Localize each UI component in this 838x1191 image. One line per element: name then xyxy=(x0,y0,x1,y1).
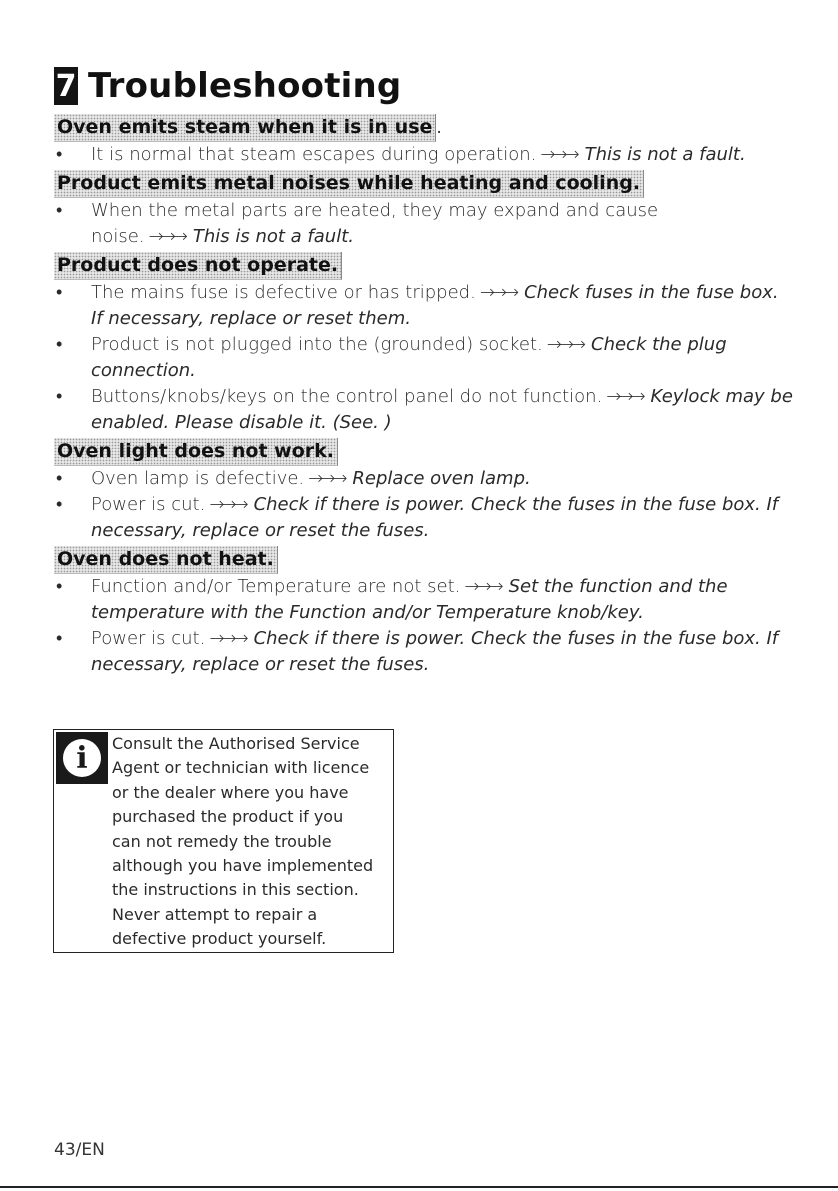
section-heading: Product emits metal noises while heating and cooling. xyxy=(54,170,644,198)
page-title-text: Troubleshooting xyxy=(88,66,402,106)
bullet-dot: • xyxy=(56,144,63,165)
info-icon xyxy=(56,732,108,784)
section-heading-row xyxy=(54,114,794,142)
arrow-icon: →→→ xyxy=(464,576,501,597)
remedy-text: Check fuses in the fuse box. If necessary, replace or reset them. xyxy=(91,282,779,329)
page-number: 43/EN xyxy=(54,1140,105,1160)
bullet-dot: • xyxy=(56,576,63,597)
arrow-icon: →→→ xyxy=(308,468,345,489)
problem-text: Buttons/knobs/keys on the control panel do not function. xyxy=(91,386,603,407)
chapter-number-badge: 7 xyxy=(55,68,77,104)
bullet-dot: • xyxy=(56,282,63,303)
troubleshooting-item xyxy=(54,198,794,250)
remedy-text: Replace oven lamp. xyxy=(352,468,531,489)
problem-text: The mains fuse is defective or has tripped. xyxy=(91,282,476,303)
page-title xyxy=(54,62,401,110)
section-heading: Oven does not heat. xyxy=(54,546,278,574)
remedy-text: Set the function and the temperature with the Function and/or Temperature knob/key. xyxy=(91,576,728,623)
troubleshooting-item xyxy=(54,492,794,544)
bullet-dot: • xyxy=(56,200,63,221)
troubleshooting-item xyxy=(54,332,794,384)
remedy-text: This is not a fault. xyxy=(584,144,746,165)
section-heading: Oven light does not work. xyxy=(54,438,338,466)
section-heading: Product does not operate. xyxy=(54,252,342,280)
problem-text: Product is not plugged into the (grounded) socket. xyxy=(91,334,543,355)
problem-text: Function and/or Temperature are not set. xyxy=(91,576,461,597)
problem-text: It is normal that steam escapes during operation. xyxy=(91,144,537,165)
troubleshooting-item xyxy=(54,626,794,678)
arrow-icon: →→→ xyxy=(148,226,185,247)
arrow-icon: →→→ xyxy=(540,144,577,165)
remedy-text: Check the plug connection. xyxy=(91,334,727,381)
troubleshooting-item xyxy=(54,466,794,492)
troubleshooting-item xyxy=(54,574,794,626)
bottom-rule xyxy=(0,1186,838,1188)
remedy-text: Check if there is power. Check the fuses in the fuse box. If necessary, replace or reset the fuses. xyxy=(91,494,779,541)
problem-text: When the metal parts are heated, they may expand and cause noise. xyxy=(91,200,659,247)
info-icon-glyph: i xyxy=(63,739,101,777)
arrow-icon: →→→ xyxy=(606,386,643,407)
bullet-dot: • xyxy=(56,334,63,355)
bullet-dot: • xyxy=(56,494,63,515)
section-heading-row xyxy=(54,170,794,198)
section-heading-row xyxy=(54,252,794,280)
troubleshooting-item xyxy=(54,384,794,436)
info-notice-box xyxy=(53,729,394,953)
arrow-icon: →→→ xyxy=(546,334,583,355)
remedy-text: This is not a fault. xyxy=(192,226,354,247)
arrow-icon: →→→ xyxy=(479,282,517,303)
notice-text: Consult the Authorised Service Agent or technician with licence or the dealer where you have purchased the product if you can not remedy the trouble although you have implemented the instructions in this section. Never attempt to repair a defective product yourself. xyxy=(112,734,374,949)
bullet-dot: • xyxy=(56,386,63,407)
section-heading-row xyxy=(54,546,794,574)
problem-text: Oven lamp is defective. xyxy=(91,468,305,489)
remedy-text: Check if there is power. Check the fuses in the fuse box. If necessary, replace or reset the fuses. xyxy=(91,628,779,675)
bullet-dot: • xyxy=(56,468,63,489)
section-heading-trailing: . xyxy=(436,118,442,138)
remedy-text: Keylock may be enabled. Please disable it. (See. ) xyxy=(91,386,793,433)
bullet-dot: • xyxy=(56,628,63,649)
section-heading-row xyxy=(54,438,794,466)
section-heading: Oven emits steam when it is in use xyxy=(54,114,436,142)
arrow-icon: →→→ xyxy=(209,494,246,515)
troubleshooting-item xyxy=(54,280,794,332)
problem-text: Power is cut. xyxy=(91,628,206,649)
troubleshooting-item xyxy=(54,142,794,168)
troubleshooting-content xyxy=(54,114,794,678)
arrow-icon: →→→ xyxy=(209,628,246,649)
problem-text: Power is cut. xyxy=(91,494,206,515)
